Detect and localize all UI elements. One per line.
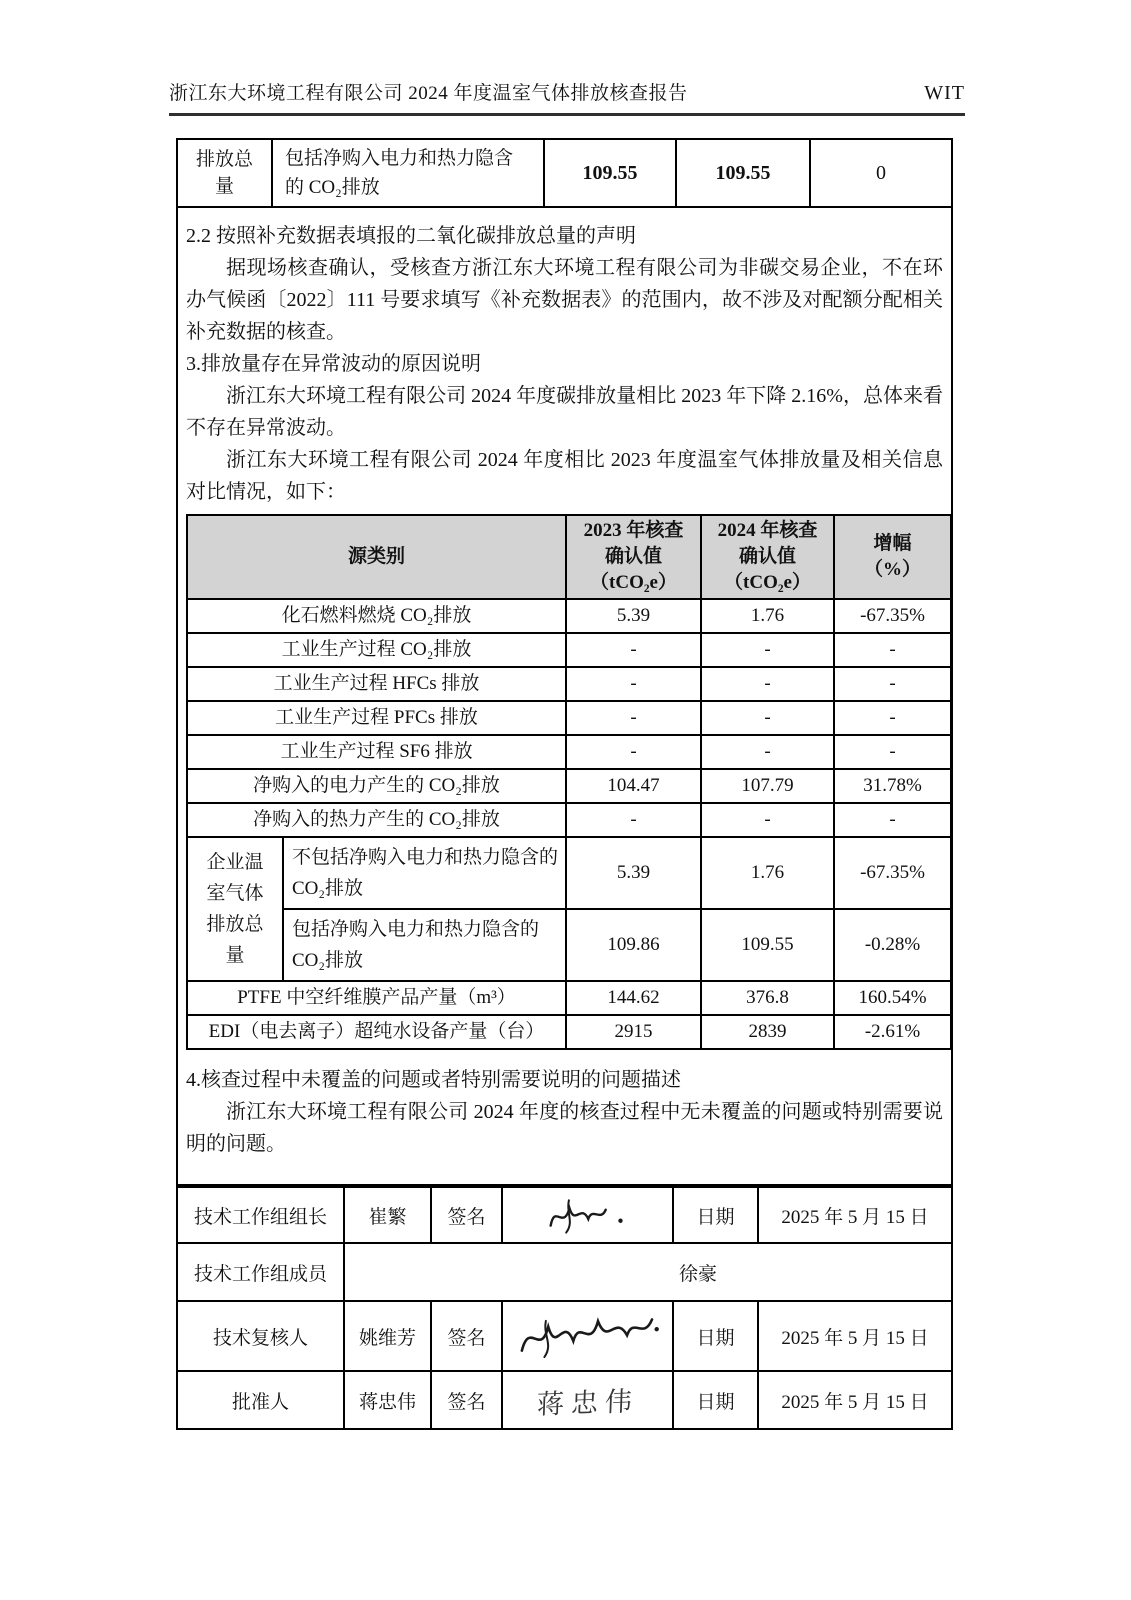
emissions-total-desc-cell bbox=[273, 140, 545, 206]
row-2024-value: - bbox=[701, 803, 834, 837]
table-row bbox=[187, 769, 951, 803]
table-row bbox=[187, 981, 951, 1015]
group-row-sublabel: 不包括净购入电力和热力隐含的 CO₂排放 bbox=[283, 837, 566, 909]
person-name: 蒋忠伟 bbox=[345, 1372, 432, 1428]
header-change-line2: （%） bbox=[864, 559, 922, 580]
group-row-label-cell bbox=[187, 837, 283, 981]
row-2024-value: - bbox=[701, 633, 834, 667]
date-label: 日期 bbox=[674, 1302, 759, 1370]
wit-logo: WIT bbox=[924, 82, 965, 104]
signature-row-team-leader bbox=[178, 1188, 951, 1244]
section-3-paragraph-1: 浙江东大环境工程有限公司 2024 年度碳排放量相比 2023 年下降 2.16%，总体来看不存在异常波动。 bbox=[186, 385, 943, 439]
row-2023-value: - bbox=[566, 667, 701, 701]
table-row bbox=[187, 667, 951, 701]
handwritten-signature-cell bbox=[503, 1188, 674, 1242]
role-label: 技术复核人 bbox=[178, 1302, 345, 1370]
date-value: 2025 年 5 月 15 日 bbox=[781, 1206, 929, 1228]
content-bottom-spacer bbox=[186, 1160, 943, 1184]
row-2023-value: 2915 bbox=[566, 1015, 701, 1049]
row-2023-value: - bbox=[566, 633, 701, 667]
emissions-total-label-cell bbox=[178, 140, 273, 206]
signature-row-approver bbox=[178, 1372, 951, 1428]
emissions-total-row bbox=[178, 140, 951, 208]
row-2024-value: 2839 bbox=[701, 1015, 834, 1049]
row-2024-value: 1.76 bbox=[701, 599, 834, 633]
row-label: 净购入的电力产生的 CO₂排放 bbox=[187, 769, 566, 803]
row-label: 工业生产过程 SF6 排放 bbox=[187, 735, 566, 769]
header-2023-confirmed bbox=[566, 515, 701, 599]
row-label: 工业生产过程 HFCs 排放 bbox=[187, 667, 566, 701]
emissions-total-2024-value: 109.55 bbox=[677, 140, 811, 206]
signature-row-technical-reviewer bbox=[178, 1302, 951, 1372]
header-2024-line3: （tCO₂e） bbox=[724, 572, 811, 593]
date-label: 日期 bbox=[674, 1188, 759, 1242]
role-label: 批准人 bbox=[178, 1372, 345, 1428]
row-2023-value: 144.62 bbox=[566, 981, 701, 1015]
row-change-value: -0.28% bbox=[834, 909, 951, 981]
header-divider bbox=[169, 113, 965, 116]
sign-label: 签名 bbox=[432, 1302, 503, 1370]
row-change-value: - bbox=[834, 701, 951, 735]
row-change-value: - bbox=[834, 735, 951, 769]
handwritten-signature-cell bbox=[503, 1302, 674, 1370]
handwritten-signature bbox=[511, 1303, 665, 1369]
header-2023-line2: 确认值 bbox=[605, 546, 663, 567]
header-2023-line1: 2023 年核查 bbox=[583, 520, 684, 541]
row-2024-value: - bbox=[701, 735, 834, 769]
section-4-heading: 4.核查过程中未覆盖的问题或者特别需要说明的问题描述 bbox=[186, 1069, 681, 1091]
header-2023-line3: （tCO₂e） bbox=[590, 572, 677, 593]
date-value: 2025 年 5 月 15 日 bbox=[781, 1327, 929, 1349]
emissions-total-change-value: 0 bbox=[876, 161, 886, 184]
table-row bbox=[187, 633, 951, 667]
role-label: 技术工作组成员 bbox=[178, 1244, 345, 1300]
section-4-paragraph: 浙江东大环境工程有限公司 2024 年度的核查过程中无未覆盖的问题或特别需要说明的问题。 bbox=[186, 1101, 943, 1155]
role-label: 技术工作组组长 bbox=[178, 1188, 345, 1242]
emissions-total-2023-value: 109.55 bbox=[545, 140, 677, 206]
header-source-category: 源类别 bbox=[187, 515, 566, 599]
group-row-label: 企业温室气体排放总量 bbox=[206, 851, 264, 966]
group-row-sublabel: 包括净购入电力和热力隐含的 CO₂排放 bbox=[283, 909, 566, 981]
row-2023-value: - bbox=[566, 735, 701, 769]
handwritten-signature bbox=[538, 1190, 637, 1241]
table-row bbox=[187, 735, 951, 769]
section-3-heading: 3.排放量存在异常波动的原因说明 bbox=[186, 353, 481, 375]
row-2024-value: - bbox=[701, 701, 834, 735]
row-change-value: - bbox=[834, 633, 951, 667]
date-label: 日期 bbox=[674, 1372, 759, 1428]
person-name: 崔繁 bbox=[345, 1188, 432, 1242]
table-row bbox=[187, 701, 951, 735]
row-label: 工业生产过程 PFCs 排放 bbox=[187, 701, 566, 735]
emissions-comparison-table bbox=[186, 514, 952, 1050]
row-2024-value: 107.79 bbox=[701, 769, 834, 803]
person-name: 姚维芳 bbox=[345, 1302, 432, 1370]
section-2-2-heading: 2.2 按照补充数据表填报的二氧化碳排放总量的声明 bbox=[186, 225, 636, 247]
row-2023-value: 109.86 bbox=[566, 909, 701, 981]
row-2024-value: 1.76 bbox=[701, 837, 834, 909]
row-change-value: -67.35% bbox=[834, 837, 951, 909]
row-change-value: - bbox=[834, 803, 951, 837]
table-row-group bbox=[187, 909, 951, 981]
table-row bbox=[187, 803, 951, 837]
emissions-total-desc: 包括净购入电力和热力隐含的 CO₂排放 bbox=[285, 148, 514, 198]
row-label: EDI（电去离子）超纯水设备产量（台） bbox=[187, 1015, 566, 1049]
row-change-value: - bbox=[834, 667, 951, 701]
signature-table bbox=[178, 1184, 951, 1428]
row-2023-value: 5.39 bbox=[566, 837, 701, 909]
section-2-2-paragraph: 据现场核查确认，受核查方浙江东大环境工程有限公司为非碳交易企业，不在环办气候函〔2022〕111 号要求填写《补充数据表》的范围内，故不涉及对配额分配相关补充数据的核查。 bbox=[186, 257, 943, 343]
row-2024-value: 376.8 bbox=[701, 981, 834, 1015]
row-2023-value: 104.47 bbox=[566, 769, 701, 803]
emissions-total-label: 排放总量 bbox=[195, 149, 253, 197]
header-2024-confirmed bbox=[701, 515, 834, 599]
section-3-paragraph-2: 浙江东大环境工程有限公司 2024 年度相比 2023 年度温室气体排放量及相关信息对比情况，如下： bbox=[186, 449, 943, 503]
comparison-header-row bbox=[187, 515, 951, 599]
header-change-pct bbox=[834, 515, 951, 599]
sign-label: 签名 bbox=[432, 1372, 503, 1428]
sign-label: 签名 bbox=[432, 1188, 503, 1242]
row-change-value: 31.78% bbox=[834, 769, 951, 803]
header-2024-line1: 2024 年核查 bbox=[717, 520, 818, 541]
row-2023-value: 5.39 bbox=[566, 599, 701, 633]
document-body-box bbox=[176, 138, 953, 1430]
row-2023-value: - bbox=[566, 701, 701, 735]
report-title: 浙江东大环境工程有限公司 2024 年度温室气体排放核查报告 bbox=[169, 83, 688, 104]
row-label: 净购入的热力产生的 CO₂排放 bbox=[187, 803, 566, 837]
member-name-cell bbox=[345, 1244, 951, 1300]
header-change-line1: 增幅 bbox=[873, 533, 912, 554]
row-2024-value: - bbox=[701, 667, 834, 701]
person-name: 徐豪 bbox=[678, 1263, 717, 1285]
content-cell bbox=[178, 208, 951, 1184]
page-header bbox=[169, 78, 965, 105]
handwritten-signature: 蒋忠伟 bbox=[535, 1385, 639, 1420]
row-change-value: 160.54% bbox=[834, 981, 951, 1015]
row-change-value: -2.61% bbox=[834, 1015, 951, 1049]
row-label: 工业生产过程 CO₂排放 bbox=[187, 633, 566, 667]
row-label: 化石燃料燃烧 CO₂排放 bbox=[187, 599, 566, 633]
signature-row-team-member bbox=[178, 1244, 951, 1302]
table-row-group bbox=[187, 837, 951, 909]
handwritten-signature-cell bbox=[503, 1372, 674, 1428]
header-2024-line2: 确认值 bbox=[739, 546, 797, 567]
date-value: 2025 年 5 月 15 日 bbox=[781, 1391, 929, 1413]
row-label: PTFE 中空纤维膜产品产量（m³） bbox=[187, 981, 566, 1015]
row-2023-value: - bbox=[566, 803, 701, 837]
row-2024-value: 109.55 bbox=[701, 909, 834, 981]
row-change-value: -67.35% bbox=[834, 599, 951, 633]
table-row bbox=[187, 1015, 951, 1049]
table-row bbox=[187, 599, 951, 633]
